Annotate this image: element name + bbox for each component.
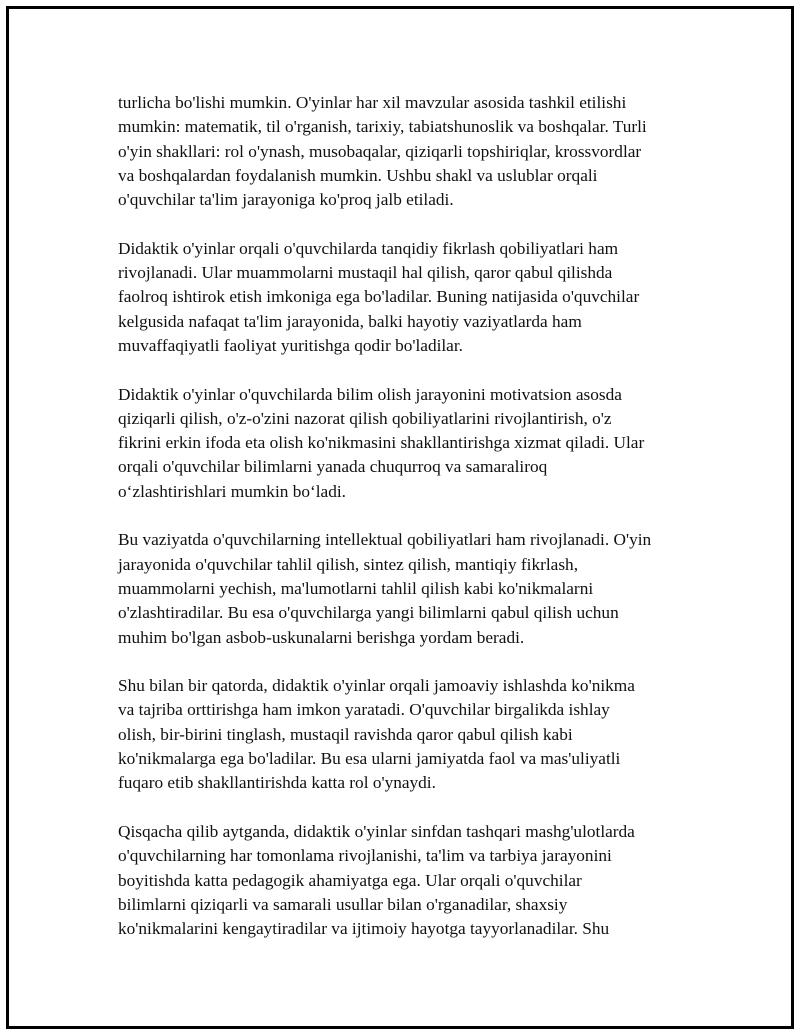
paragraph: Bu vaziyatda o'quvchilarning intellektual qobiliyatlari ham rivojlanadi. O'yin jarayonida o'quvchilar tahlil qilish, sintez qilish, mantiqiy fikrlash, muammolarni yechish, ma'lumotlarni tahlil qilish kabi ko'nikmalarni o'zlashtiradilar. Bu esa o'quvchilarga yangi bilimlarni qabul qilish uchun muhim bo'lgan asbob-uskunalarni berishga yordam beradi. bbox=[118, 530, 652, 647]
paragraph: turlicha bo'lishi mumkin. O'yinlar har xil mavzular asosida tashkil etilishi mumkin: matematik, til o'rganish, tarixiy, tabiatshunoslik va boshqalar. Turli o'yin shakllari: rol o'ynash, musobaqalar, qiziqarli topshiriqlar, krossvordlar va boshqalardan foydalanish mumkin. Ushbu shakl va uslublar orqali o'quvchilar ta'lim jarayoniga ko'proq jalb etiladi. bbox=[118, 93, 647, 210]
paragraph: Didaktik o'yinlar o'quvchilarda bilim olish jarayonini motivatsion asosda qiziqarli qilish, o'z-o'zini nazorat qilish qobiliyatlarini rivojlantirish, o'z fikrini erkin ifoda eta olish ko'nikmasini shakllantirishga xizmat qiladi. Ular orqali o'quvchilar bilimlarni yanada chuqurroq va samaraliroq o‘zlashtirishlari mumkin bo‘ladi. bbox=[118, 384, 645, 501]
paragraph: Shu bilan bir qatorda, didaktik o'yinlar orqali jamoaviy ishlashda ko'nikma va tajriba orttirishga ham imkon yaratadi. O'quvchilar birgalikda ishlay olish, bir-birini tinglash, mustaqil ravishda qaror qabul qilish kabi ko'nikmalarga ega bo'ladilar. Bu esa ularni jamiyatda faol va mas'uliyatli fuqaro etib shakllantirishda katta rol o'ynaydi. bbox=[118, 676, 635, 793]
paragraph: Didaktik o'yinlar orqali o'quvchilarda tanqidiy fikrlash qobiliyatlari ham rivojlanadi. Ular muammolarni mustaqil hal qilish, qaror qabul qilishda faolroq ishtirok etish imkoniga ega bo'ladilar. Buning natijasida o'quvchilar kelgusida nafaqat ta'lim jarayonida, balki hayotiy vaziyatlarda ham muvaffaqiyatli faoliyat yuritishga qodir bo'ladilar. bbox=[118, 238, 640, 355]
document-body bbox=[118, 91, 698, 941]
paragraph: Qisqacha qilib aytganda, didaktik o'yinlar sinfdan tashqari mashg'ulotlarda o'quvchilarning har tomonlama rivojlanishi, ta'lim va tarbiya jarayonini boyitishda katta pedagogik ahamiyatga ega. Ular orqali o'quvchilar bilimlarni qiziqarli va samarali usullar bilan o'rganadilar, shaxsiy ko'nikmalarini kengaytiradilar va ijtimoiy hayotga tayyorlanadilar. Shu bbox=[118, 821, 635, 939]
